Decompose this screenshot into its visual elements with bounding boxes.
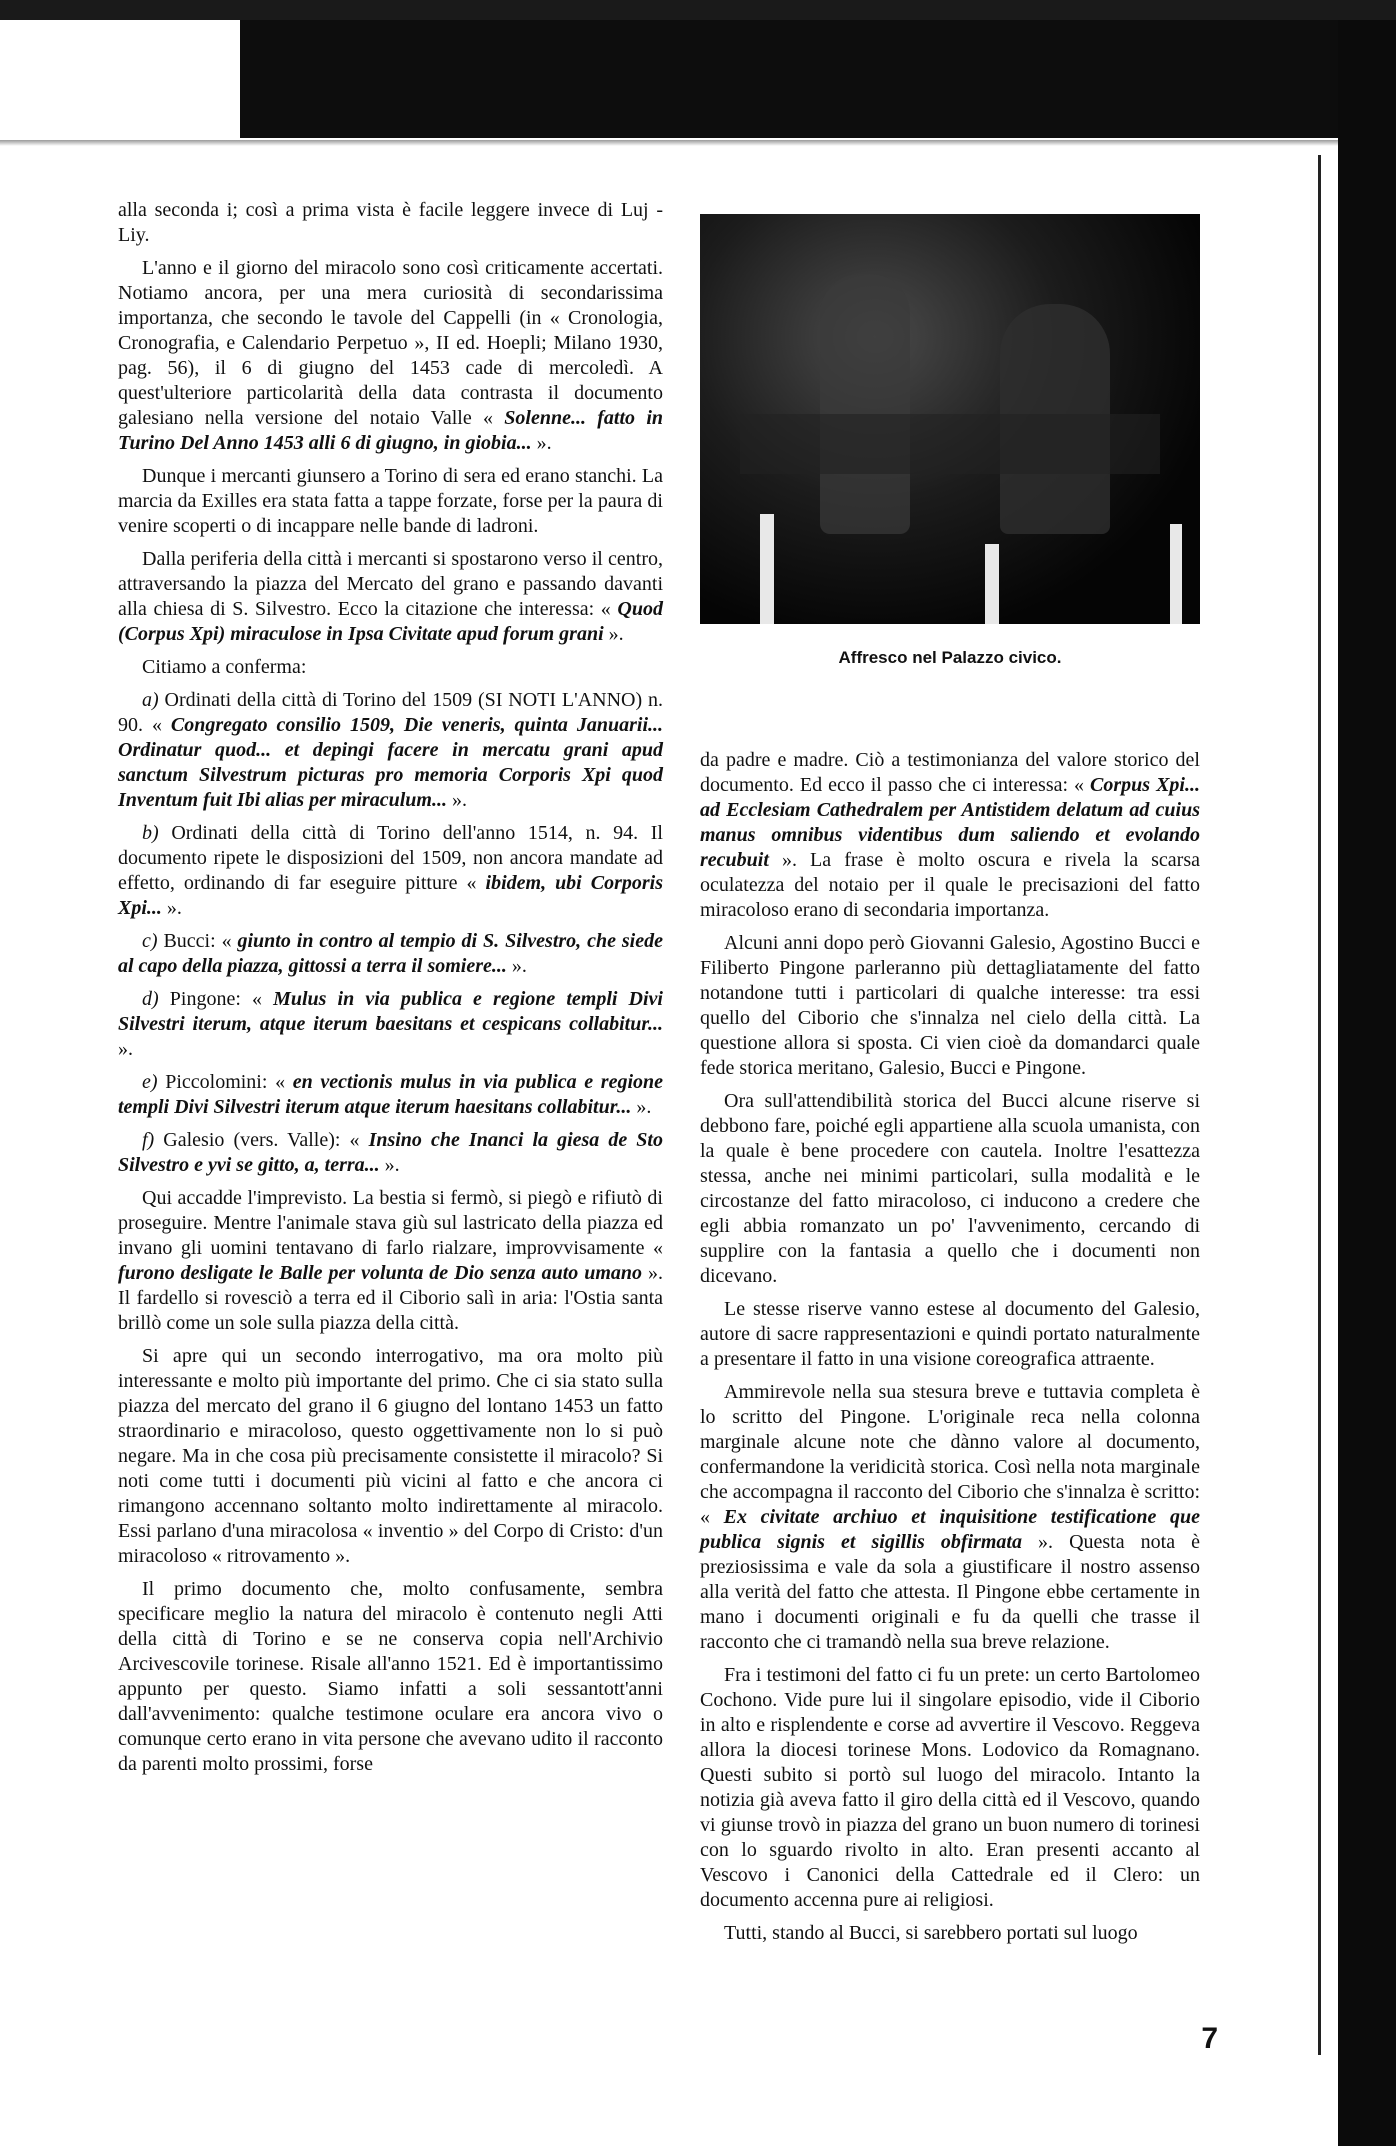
citation-f: f) Galesio (vers. Valle): « Insino che Inanci la giesa de Sto Silvestro e yvi se gitto, a, terra... ». bbox=[118, 1129, 663, 1176]
citation-e: e) Piccolomini: « en vectionis mulus in via publica e regione templi Divi Silvestri iterum atque iterum haesitans collabitur... ». bbox=[118, 1071, 663, 1118]
paragraph: alla seconda i; così a prima vista è facile leggere invece di Luj - Liy. bbox=[118, 199, 663, 246]
page-edge bbox=[1318, 155, 1321, 2055]
right-column bbox=[700, 748, 1200, 1954]
paragraph: Dunque i mercanti giunsero a Torino di sera ed erano stanchi. La marcia da Exilles era stata fatta a tappe forzate, forse per la paura di venire scoperti o di incappare nelle bande di ladroni. bbox=[118, 465, 663, 537]
paragraph: da padre e madre. Ciò a testimonianza del valore storico del documento. Ed ecco il passo che ci interessa: « Corpus Xpi... ad Ecclesiam Cathedralem per Antistidem delatum ad cuius manus omnibus videntibus dum saliendo et evolando recubuit ». La frase è molto oscura e rivela la scarsa oculatezza del notaio per il quale le precisazioni del fatto miracoloso erano di secondaria importanza. bbox=[700, 749, 1200, 921]
paragraph: Alcuni anni dopo però Giovanni Galesio, Agostino Bucci e Filiberto Pingone parleranno più dettagliatamente del fatto notandone tutti i particolari di qualche interesse: tra essi quello del Ciborio che s'innalza nel cielo della città. La questione allora si sposta. Ci vien cioè da domandarci quale fede storica meritano, Galesio, Bucci e Pingone. bbox=[700, 932, 1200, 1079]
scan-border-band bbox=[240, 20, 1396, 138]
fresco-photo bbox=[700, 214, 1200, 624]
paragraph: Il primo documento che, molto confusamente, sembra specificare meglio la natura del miracolo è contenuto negli Atti della città di Torino e se ne conserva copia nell'Archivio Arcivescovile torinese. Risale all'anno 1521. Ed è importantissimo appunto per questo. Siamo infatti a soli sessantott'anni dall'avvenimento: qualche testimone oculare era ancora vivo o comunque certo erano in vita persone che avevano udito il racconto da parenti molto prossimi, forse bbox=[118, 1578, 663, 1775]
page-fold bbox=[0, 140, 1338, 146]
paragraph: Citiamo a conferma: bbox=[142, 656, 307, 678]
citation-b: b) Ordinati della città di Torino dell'anno 1514, n. 94. Il documento ripete le disposizioni del 1509, non ancora mandate ad effetto, ordinando di far eseguire pitture « ibidem, ubi Corporis Xpi... ». bbox=[118, 822, 663, 919]
paragraph: Tutti, stando al Bucci, si sarebbero portati sul luogo bbox=[724, 1922, 1138, 1944]
left-column bbox=[118, 198, 663, 1785]
paragraph: Le stesse riserve vanno estese al documento del Galesio, autore di sacre rappresentazioni e quindi portato naturalmente a presentare il fatto in una visione coreografica attraente. bbox=[700, 1298, 1200, 1370]
paragraph: Si apre qui un secondo interrogativo, ma ora molto più interessante e molto più importante del primo. Che ci sia stato sulla piazza del mercato del grano il 6 giugno del lontano 1453 un fatto straordinario e miracoloso, questo oggettivamente non lo si può negare. Ma in che cosa più precisamente consistette il miracolo? Si noti come tutti i documenti più vicini al fatto e che ancora ci rimangono accennano soltanto molto indirettamente al miracolo. Essi parlano d'una miracolosa « inventio » del Corpo di Cristo: d'un miracoloso « ritrovamento ». bbox=[118, 1345, 663, 1567]
paragraph: Ammirevole nella sua stesura breve e tuttavia completa è lo scritto del Pingone. L'originale reca nella colonna marginale alcune note che dànno valore al documento, confermandone la veridicità storica. Così nella nota marginale che accompagna il racconto del Ciborio che s'innalza è scritto: « Ex civitate archiuo et inquisitione testificatione que publica signis et sigillis obfirmata ». Questa nota è preziosissima e vale da sola a giustificare il nostro assenso alla verità del fatto che attesta. Il Pingone ebbe certamente in mano i documenti originali e fu da quelli che trasse il racconto che ci tramandò nella sua breve relazione. bbox=[700, 1381, 1200, 1653]
citation-c: c) Bucci: « giunto in contro al tempio di S. Silvestro, che siede al capo della piazza, gittossi a terra il somiere... ». bbox=[118, 930, 663, 977]
paragraph: Fra i testimoni del fatto ci fu un prete: un certo Bartolomeo Cochono. Vide pure lui il singolare episodio, vide il Ciborio in alto e risplendente e corse ad avvertire il Vescovo. Reggeva allora la diocesi torinese Mons. Lodovico da Romagnano. Questi subito si portò sul luogo del miracolo. Intanto la notizia già aveva fatto il giro della città ed il Vescovo, quando vi giunse trovò in piazza del grano un buon numero di torinesi con lo sguardo rivolto in alto. Eran presenti accanto al Vescovo i Canonici della Cattedrale ed il Clero: un documento accenna pure ai religiosi. bbox=[700, 1664, 1200, 1911]
paragraph: Qui accadde l'imprevisto. La bestia si fermò, si piegò e rifiutò di proseguire. Mentre l'animale stava giù sul lastricato della piazza ed invano gli uomini tentavano di farlo rialzare, improvvisamente « furono desligate le Balle per volunta de Dio senza auto umano ». Il fardello si rovesciò a terra ed il Ciborio salì in aria: l'Ostia santa brillò come un sole sulla piazza della città. bbox=[118, 1187, 664, 1334]
citation-d: d) Pingone: « Mulus in via publica e regione templi Divi Silvestri iterum, atque iterum baesitans et cespicans collabitur... ». bbox=[118, 988, 663, 1060]
scan-border-right bbox=[1338, 20, 1396, 2146]
paragraph: Ora sull'attendibilità storica del Bucci alcune riserve si debbono fare, poiché egli appartiene alla scuola umanista, con la quale è bene procedere con cautela. Inoltre l'esattezza stessa, anche nei minimi particolari, sulla modalità e le circostanze del fatto miracoloso, ci inducono a credere che egli abbia romanzato un po' l'avvenimento, cercando di supplire con la fantasia a quello che i documenti non dicevano. bbox=[700, 1090, 1200, 1287]
page-number: 7 bbox=[1201, 2022, 1218, 2055]
paragraph: L'anno e il giorno del miracolo sono così criticamente accertati. Notiamo ancora, per una mera curiosità di secondarissima importanza, che secondo le tavole del Cappelli (in « Cronologia, Cronografia, e Calendario Perpetuo », II ed. Hoepli; Milano 1930, pag. 56), il 6 di giugno del 1453 cade di mercoledì. A quest'ulteriore particolarità della data contrasta il documento galesiano nella versione del notaio Valle « Solenne... fatto in Turino Del Anno 1453 alli 6 di giugno, in giobia... ». bbox=[118, 257, 663, 454]
scan-border-top bbox=[0, 0, 1396, 20]
citation-a: a) Ordinati della città di Torino del 1509 (SI NOTI L'ANNO) n. 90. « Congregato consilio 1509, Die veneris, quinta Januarii... Ordinatur quod... et depingi facere in mercatu grani apud sanctum Silvestrum picturas pro memoria Corporis Xpi quod Inventum fuit Ibi alias per miraculum... ». bbox=[118, 689, 664, 811]
paragraph: Dalla periferia della città i mercanti si spostarono verso il centro, attraversando la piazza del Mercato del grano e passando davanti alla chiesa di S. Silvestro. Ecco la citazione che interessa: « Quod (Corpus Xpi) miraculose in Ipsa Civitate apud forum grani ». bbox=[118, 548, 663, 645]
photo-caption: Affresco nel Palazzo civico. bbox=[838, 648, 1062, 667]
